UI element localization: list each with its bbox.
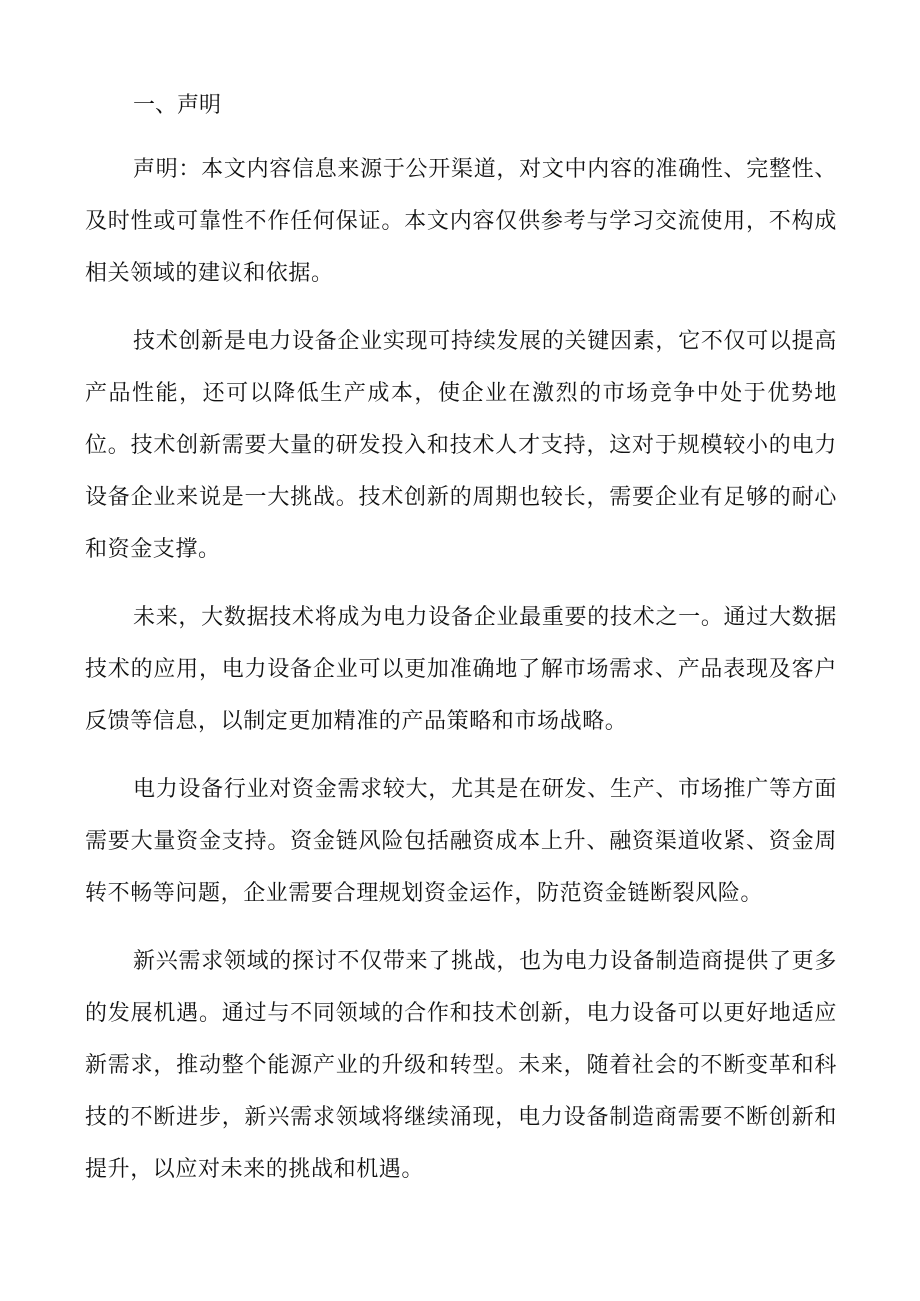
paragraph-big-data: 未来，大数据技术将成为电力设备企业最重要的技术之一。通过大数据技术的应用，电力设备企业可以更加准确地了解市场需求、产品表现及客户反馈等信息，以制定更加精准的产品策略和市场战略。 (85, 605, 837, 734)
section-heading: 一、声明 (133, 93, 222, 118)
paragraph-emerging-demand: 新兴需求领域的探讨不仅带来了挑战，也为电力设备制造商提供了更多的发展机遇。通过与不同领域的合作和技术创新，电力设备可以更好地适应新需求，推动整个能源产业的升级和转型。未来，随着社会的不断变革和科技的不断进步，新兴需求领域将继续涌现，电力设备制造商需要不断创新和提升，以应对未来的挑战和机遇。 (85, 949, 837, 1182)
paragraph-disclaimer: 声明：本文内容信息来源于公开渠道，对文中内容的准确性、完整性、及时性或可靠性不作任何保证。本文内容仅供参考与学习交流使用，不构成相关领域的建议和依据。 (85, 157, 837, 286)
document-body (85, 86, 837, 1212)
paragraph-tech-innovation: 技术创新是电力设备企业实现可持续发展的关键因素，它不仅可以提高产品性能，还可以降低生产成本，使企业在激烈的市场竞争中处于优势地位。技术创新需要大量的研发投入和技术人才支持，这对于规模较小的电力设备企业来说是一大挑战。技术创新的周期也较长，需要企业有足够的耐心和资金支撑。 (85, 329, 837, 562)
paragraph-funding-risk: 电力设备行业对资金需求较大，尤其是在研发、生产、市场推广等方面需要大量资金支持。资金链风险包括融资成本上升、融资渠道收紧、资金周转不畅等问题，企业需要合理规划资金运作，防范资金链断裂风险。 (85, 777, 837, 906)
